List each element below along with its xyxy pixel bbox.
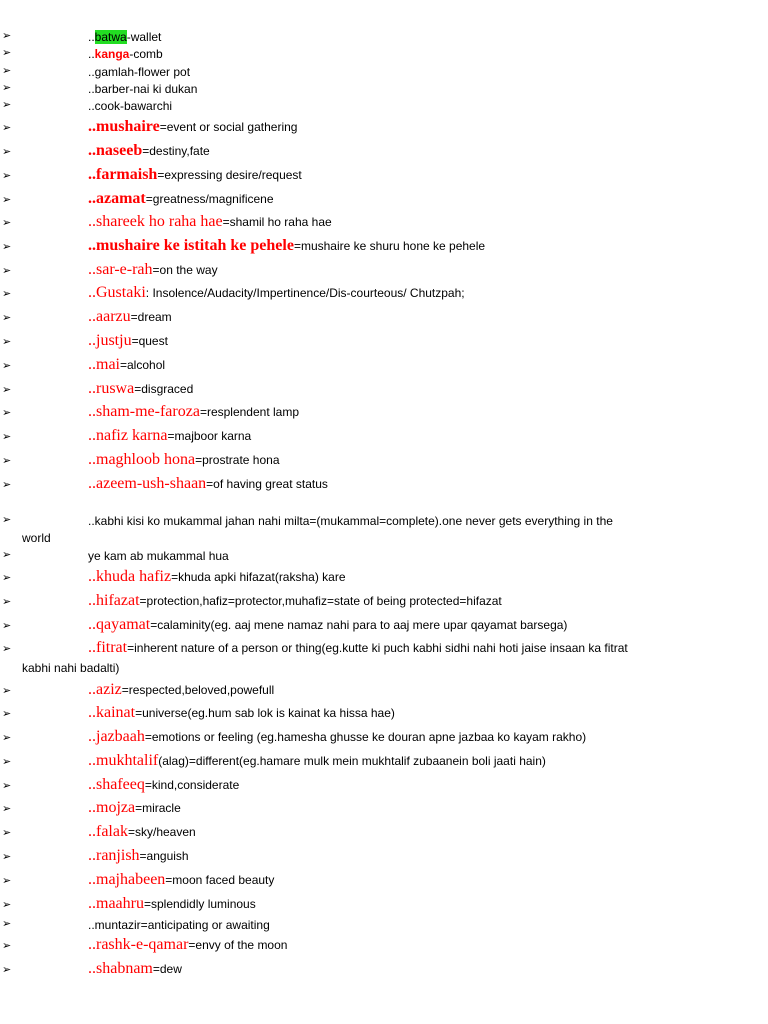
bullet-arrow-icon: ➢ (2, 595, 12, 608)
term-prefix: .. (88, 308, 96, 325)
definition-continuation: world (22, 531, 51, 545)
term: justju (96, 332, 132, 349)
term: farmaish (96, 166, 158, 183)
bullet-arrow-icon: ➢ (2, 850, 12, 863)
term: naseeb (96, 142, 143, 159)
bullet-arrow-icon: ➢ (2, 29, 12, 42)
term-prefix: .. (88, 451, 96, 468)
term: shareek ho raha hae (96, 213, 223, 230)
bullet-arrow-icon: ➢ (2, 46, 12, 59)
term-prefix: .. (88, 332, 96, 349)
term-prefix: .. (88, 776, 96, 793)
term: jazbaah (96, 728, 145, 745)
bullet-arrow-icon: ➢ (2, 874, 12, 887)
term: qayamat (96, 616, 151, 633)
highlighted-term: batwa (94, 30, 127, 44)
bullet-arrow-icon: ➢ (2, 81, 12, 94)
definition: =moon faced beauty (165, 873, 275, 887)
bullet-arrow-icon: ➢ (2, 642, 12, 655)
definition: ..muntazir=anticipating or awaiting (88, 918, 270, 932)
term-prefix: .. (88, 936, 96, 953)
term-prefix: .. (88, 799, 96, 816)
bullet-arrow-icon: ➢ (2, 406, 12, 419)
definition: =dew (152, 962, 182, 976)
definition: =envy of the moon (188, 938, 288, 952)
term: ranjish (96, 847, 140, 864)
term: mukhtalif (96, 752, 159, 769)
term: fitrat (96, 639, 128, 656)
bullet-arrow-icon: ➢ (2, 311, 12, 324)
term: kainat (96, 704, 136, 721)
term: maghloob hona (96, 451, 196, 468)
bullet-arrow-icon: ➢ (2, 478, 12, 491)
definition: ye kam ab mukammal hua (88, 549, 229, 563)
term: sar-e-rah (96, 261, 153, 278)
definition: =event or social gathering (159, 120, 298, 134)
bullet-arrow-icon: ➢ (2, 216, 12, 229)
definition: =mushaire ke shuru hone ke pehele (293, 239, 486, 253)
bullet-arrow-icon: ➢ (2, 64, 12, 77)
term-prefix: .. (88, 166, 96, 183)
definition: =calaminity(eg. aaj mene namaz nahi para to aaj mere upar qayamat barsega) (150, 618, 568, 632)
definition: =protection,hafiz=protector,muhafiz=state of being protected=hifazat (139, 594, 502, 608)
definition: ..kabhi kisi ko mukammal jahan nahi milta=(mukammal=complete).one never gets everything in the (88, 514, 613, 528)
term: mojza (96, 799, 136, 816)
bullet-arrow-icon: ➢ (2, 264, 12, 277)
bullet-arrow-icon: ➢ (2, 963, 12, 976)
definition: =disgraced (134, 382, 194, 396)
term-prefix: .. (88, 261, 96, 278)
bullet-arrow-icon: ➢ (2, 731, 12, 744)
term: nafiz karna (96, 427, 168, 444)
definition: =splendidly luminous (143, 897, 256, 911)
term: kanga (94, 47, 130, 61)
bullet-arrow-icon: ➢ (2, 619, 12, 632)
definition: =sky/heaven (127, 825, 196, 839)
bullet-arrow-icon: ➢ (2, 169, 12, 182)
bullet-arrow-icon: ➢ (2, 335, 12, 348)
bullet-arrow-icon: ➢ (2, 707, 12, 720)
definition: ..cook-bawarchi (88, 99, 173, 113)
term-prefix: .. (88, 639, 96, 656)
definition: (alag)=different(eg.hamare mulk mein mukhtalif zubaanein boli jaati hain) (158, 754, 546, 768)
definition: =inherent nature of a person or thing(eg.kutte ki puch kabhi sidhi nahi hoti jaise insaan ka fitrat (127, 641, 628, 655)
term-prefix: .. (88, 30, 95, 44)
term: aarzu (96, 308, 131, 325)
bullet-arrow-icon: ➢ (2, 755, 12, 768)
bullet-arrow-icon: ➢ (2, 287, 12, 300)
definition: =kind,considerate (144, 778, 240, 792)
bullet-arrow-icon: ➢ (2, 454, 12, 467)
term: mushaire ke istitah ke pehele (96, 237, 294, 254)
term-prefix: .. (88, 403, 96, 420)
term: shabnam (96, 960, 153, 977)
bullet-arrow-icon: ➢ (2, 98, 12, 111)
definition: =greatness/magnificene (145, 192, 274, 206)
term-prefix: .. (88, 568, 96, 585)
term: rashk-e-qamar (96, 936, 189, 953)
bullet-arrow-icon: ➢ (2, 145, 12, 158)
term: hifazat (96, 592, 140, 609)
definition: =miracle (135, 801, 181, 815)
definition: =majboor karna (167, 429, 252, 443)
bullet-arrow-icon: ➢ (2, 193, 12, 206)
definition: =anguish (139, 849, 189, 863)
bullet-arrow-icon: ➢ (2, 430, 12, 443)
term-prefix: .. (88, 190, 96, 207)
term: mai (96, 356, 120, 373)
bullet-arrow-icon: ➢ (2, 121, 12, 134)
definition: ..gamlah-flower pot (88, 65, 191, 79)
term: mushaire (96, 118, 160, 135)
term-prefix: .. (88, 752, 96, 769)
term-prefix: .. (88, 237, 96, 254)
term: shafeeq (96, 776, 145, 793)
term: falak (96, 823, 128, 840)
term-prefix: .. (88, 847, 96, 864)
term-prefix: .. (88, 356, 96, 373)
bullet-arrow-icon: ➢ (2, 548, 12, 561)
term: maahru (96, 895, 144, 912)
term: khuda hafiz (96, 568, 172, 585)
term-prefix: .. (88, 728, 96, 745)
definition: =emotions or feeling (eg.hamesha ghusse ke douran apne jazbaa ko kayam rakho) (144, 730, 587, 744)
bullet-arrow-icon: ➢ (2, 359, 12, 372)
term: azeem-ush-shaan (96, 475, 207, 492)
term-prefix: .. (88, 592, 96, 609)
definition: =on the way (152, 263, 218, 277)
bullet-arrow-icon: ➢ (2, 383, 12, 396)
bullet-arrow-icon: ➢ (2, 684, 12, 697)
bullet-arrow-icon: ➢ (2, 802, 12, 815)
definition: : Insolence/Audacity/Impertinence/Dis-courteous/ Chutzpah; (145, 286, 465, 300)
term-prefix: .. (88, 704, 96, 721)
term-prefix: .. (88, 616, 96, 633)
bullet-arrow-icon: ➢ (2, 898, 12, 911)
term-prefix: .. (88, 47, 95, 61)
definition: -comb (129, 47, 163, 61)
definition: =alcohol (120, 358, 166, 372)
bullet-arrow-icon: ➢ (2, 939, 12, 952)
definition: =quest (131, 334, 168, 348)
term: sham-me-faroza (96, 403, 200, 420)
definition: =universe(eg.hum sab lok is kainat ka hissa hae) (135, 706, 395, 720)
definition: =dream (130, 310, 172, 324)
bullet-arrow-icon: ➢ (2, 779, 12, 792)
term-prefix: .. (88, 118, 96, 135)
definition: =shamil ho raha hae (222, 215, 332, 229)
term-prefix: .. (88, 960, 96, 977)
definition: =destiny,fate (142, 144, 210, 158)
definition: ..barber-nai ki dukan (88, 82, 198, 96)
bullet-arrow-icon: ➢ (2, 513, 12, 526)
definition: =of having great status (206, 477, 328, 491)
definition: =expressing desire/request (157, 168, 302, 182)
term: aziz (96, 681, 122, 698)
term-prefix: .. (88, 284, 96, 301)
term: majhabeen (96, 871, 166, 888)
definition-continuation: kabhi nahi badalti) (22, 661, 120, 675)
term-prefix: .. (88, 895, 96, 912)
bullet-arrow-icon: ➢ (2, 826, 12, 839)
bullet-arrow-icon: ➢ (2, 917, 12, 930)
term-prefix: .. (88, 142, 96, 159)
term: ruswa (96, 380, 135, 397)
term-prefix: .. (88, 823, 96, 840)
definition: =resplendent lamp (199, 405, 300, 419)
definition: =khuda apki hifazat(raksha) kare (171, 570, 346, 584)
term-prefix: .. (88, 213, 96, 230)
bullet-arrow-icon: ➢ (2, 571, 12, 584)
term: Gustaki (96, 284, 146, 301)
term-prefix: .. (88, 380, 96, 397)
term-prefix: .. (88, 427, 96, 444)
bullet-arrow-icon: ➢ (2, 240, 12, 253)
term-prefix: .. (88, 871, 96, 888)
term-prefix: .. (88, 475, 96, 492)
definition: -wallet (126, 30, 162, 44)
term-prefix: .. (88, 681, 96, 698)
term: azamat (96, 190, 146, 207)
definition: =respected,beloved,powefull (121, 683, 275, 697)
definition: =prostrate hona (195, 453, 280, 467)
